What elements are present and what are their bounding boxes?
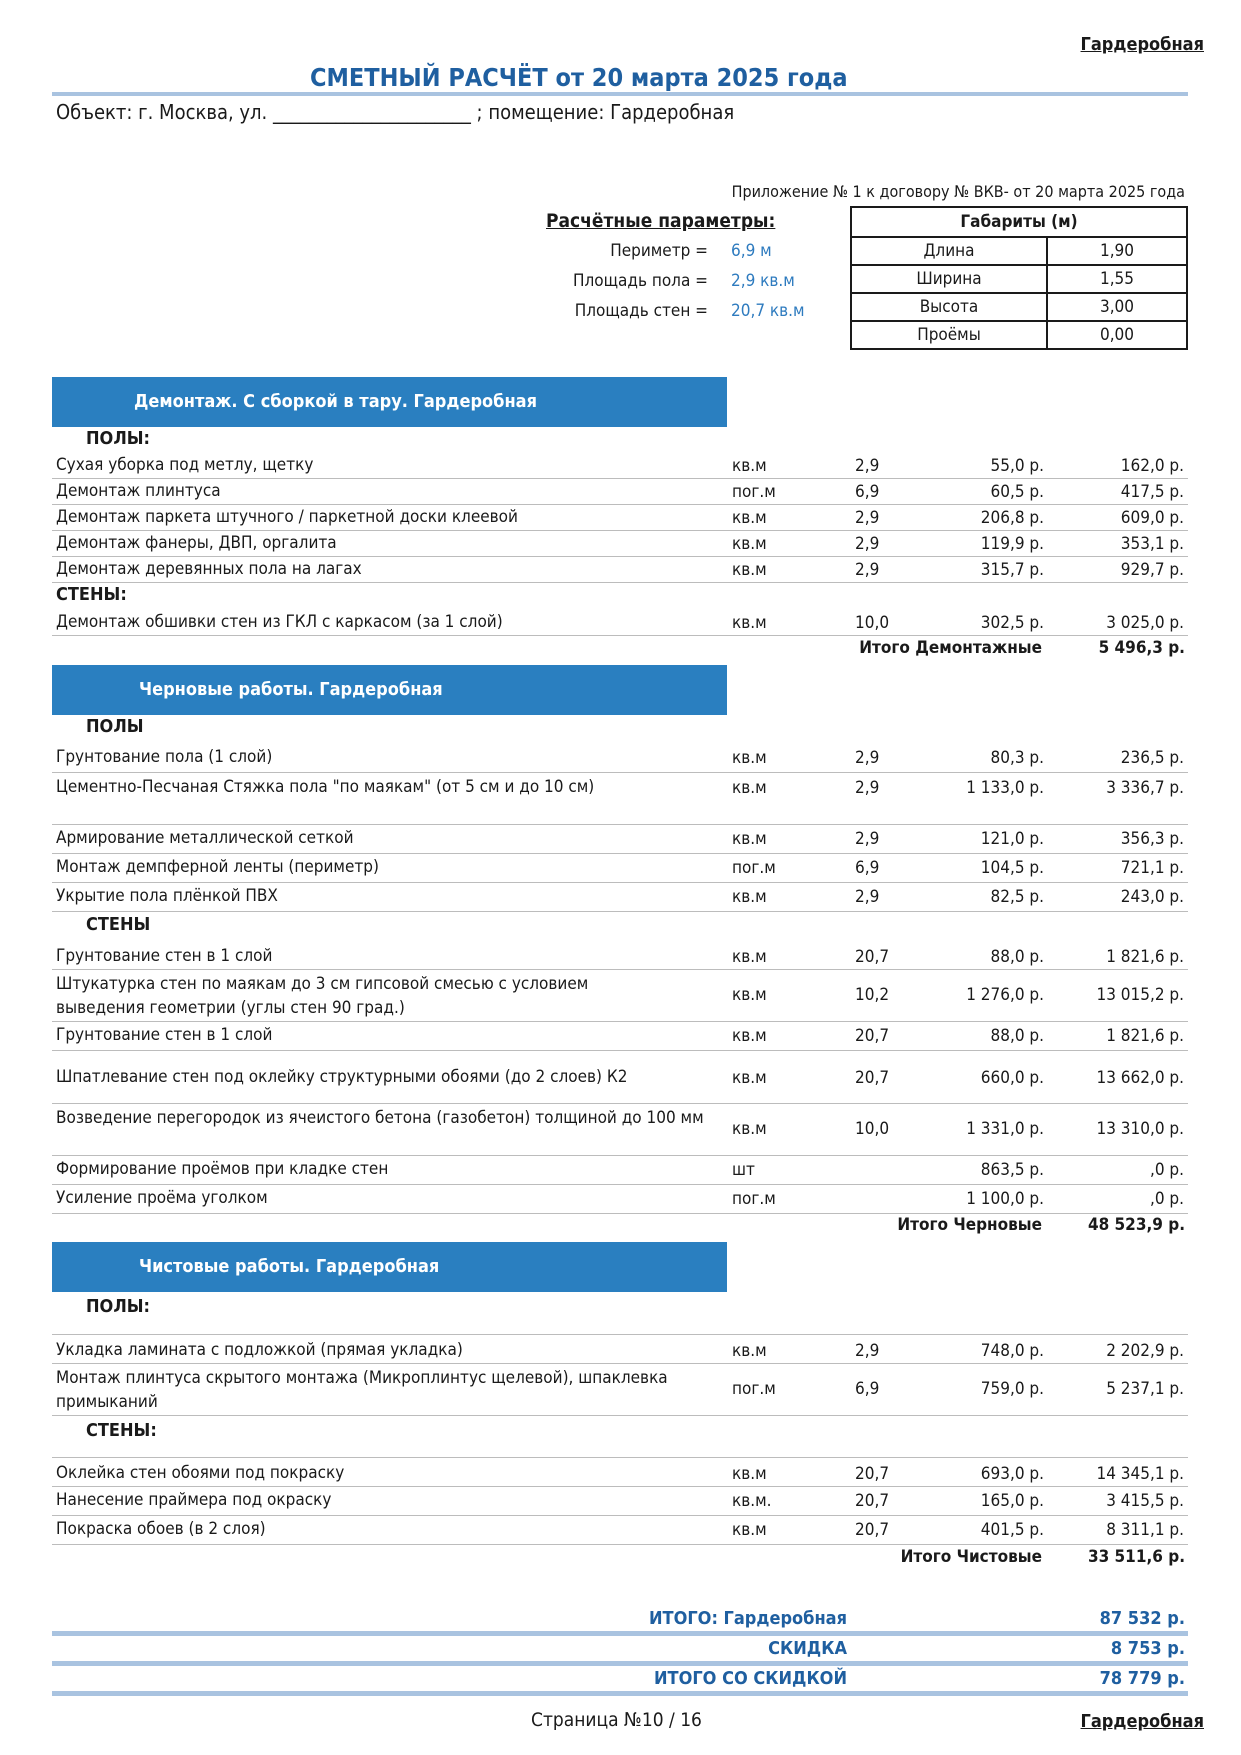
item-name: Усиление проёма уголком xyxy=(56,1188,268,1208)
item-qty: 2,9 xyxy=(855,829,880,849)
item-sum: 243,0 р. xyxy=(1120,887,1184,907)
item-unit: кв.м xyxy=(732,1026,767,1046)
item-sum: ,0 р. xyxy=(1149,1189,1184,1209)
item-price: 88,0 р. xyxy=(990,947,1044,967)
item-name: Грунтование стен в 1 слой xyxy=(56,1025,273,1045)
item-name: Монтаж плинтуса скрытого монтажа (Микроплинтус щелевой), шпаклевка примыканий xyxy=(56,1368,668,1412)
item-unit: кв.м xyxy=(732,1341,767,1361)
item-sum: 417,5 р. xyxy=(1120,482,1184,502)
item-sum: 721,1 р. xyxy=(1120,858,1184,878)
page-title: СМЕТНЫЙ РАСЧЁТ от 20 марта 2025 года xyxy=(310,63,848,92)
item-sum: 356,3 р. xyxy=(1120,829,1184,849)
item-qty: 2,9 xyxy=(855,748,880,768)
group-label-floors: ПОЛЫ: xyxy=(86,428,151,449)
item-sum: 609,0 р. xyxy=(1120,508,1184,528)
item-price: 1 100,0 р. xyxy=(966,1189,1044,1209)
table-row xyxy=(52,557,1188,583)
item-unit: пог.м xyxy=(732,1189,776,1209)
item-price: 80,3 р. xyxy=(990,748,1044,768)
section-header-finishing xyxy=(52,1242,727,1292)
item-qty: 10,0 xyxy=(855,1119,890,1139)
item-sum: 1 821,6 р. xyxy=(1106,1026,1184,1046)
section-header-rough xyxy=(52,665,727,715)
table-row xyxy=(52,1487,1188,1516)
grand-total-value: 87 532 р. xyxy=(1099,1608,1185,1629)
table-row xyxy=(52,479,1188,505)
discounted-total-label: ИТОГО СО СКИДКОЙ xyxy=(653,1668,847,1689)
section-total-label: Итого Черновые xyxy=(897,1215,1042,1235)
section-total-label: Итого Демонтажные xyxy=(859,638,1042,658)
item-name: Возведение перегородок из ячеистого бетона (газобетон) толщиной до 100 мм xyxy=(56,1108,704,1128)
section-header-demolition xyxy=(52,377,727,427)
item-unit: кв.м xyxy=(732,1464,767,1484)
item-unit: кв.м xyxy=(732,1068,767,1088)
table-row xyxy=(52,825,1188,854)
item-qty: 2,9 xyxy=(855,1341,880,1361)
dim-label: Ширина xyxy=(851,265,1047,293)
item-sum: ,0 р. xyxy=(1149,1160,1184,1180)
item-unit: пог.м xyxy=(732,1379,776,1399)
group-label-floors: ПОЛЫ: xyxy=(86,1296,151,1317)
item-unit: кв.м xyxy=(732,534,767,554)
item-unit: кв.м xyxy=(732,613,767,633)
item-unit: кв.м xyxy=(732,508,767,528)
param-value-floor-area: 2,9 кв.м xyxy=(731,271,795,291)
group-label-walls: СТЕНЫ xyxy=(86,914,151,935)
item-price: 104,5 р. xyxy=(980,858,1044,878)
param-label-wall-area: Площадь стен = xyxy=(574,301,708,321)
dim-label: Высота xyxy=(851,293,1047,321)
item-price: 165,0 р. xyxy=(980,1491,1044,1511)
group-label-floors: ПОЛЫ xyxy=(86,716,144,737)
summary-divider xyxy=(52,1691,1188,1696)
item-name: Оклейка стен обоями под покраску xyxy=(56,1463,345,1483)
dim-value: 0,00 xyxy=(1047,321,1187,349)
param-value-perimeter: 6,9 м xyxy=(731,241,772,261)
summary-divider xyxy=(52,1661,1188,1666)
item-qty: 2,9 xyxy=(855,560,880,580)
item-qty: 2,9 xyxy=(855,534,880,554)
appendix-line: Приложение № 1 к договору № ВКВ- от 20 марта 2025 года xyxy=(731,182,1185,201)
item-name: Формирование проёмов при кладке стен xyxy=(56,1159,389,1179)
page-number: Страница №10 / 16 xyxy=(531,1709,702,1731)
table-row xyxy=(52,1335,1188,1364)
item-sum: 353,1 р. xyxy=(1120,534,1184,554)
dim-value: 3,00 xyxy=(1047,293,1187,321)
item-price: 82,5 р. xyxy=(990,887,1044,907)
room-tag-top: Гардеробная xyxy=(1080,34,1204,55)
table-row xyxy=(52,1051,1188,1104)
item-qty: 6,9 xyxy=(855,482,880,502)
item-qty: 6,9 xyxy=(855,858,880,878)
discount-label: СКИДКА xyxy=(768,1638,847,1659)
item-name: Цементно-Песчаная Стяжка пола "по маякам" (от 5 см и до 10 см) xyxy=(56,777,595,797)
item-unit: кв.м xyxy=(732,887,767,907)
item-name: Шпатлевание стен под оклейку структурными обоями (до 2 слоев) К2 xyxy=(56,1067,628,1087)
item-price: 55,0 р. xyxy=(990,456,1044,476)
room-tag-bottom: Гардеробная xyxy=(1080,1711,1204,1732)
item-price: 302,5 р. xyxy=(980,613,1044,633)
item-price: 1 276,0 р. xyxy=(966,985,1044,1005)
table-row xyxy=(52,1516,1188,1545)
table-row xyxy=(52,941,1188,970)
section-total-value: 5 496,3 р. xyxy=(1098,638,1185,658)
item-price: 863,5 р. xyxy=(980,1160,1044,1180)
item-qty: 6,9 xyxy=(855,1379,880,1399)
table-row xyxy=(52,610,1188,636)
item-unit: кв.м xyxy=(732,560,767,580)
section-title: Чистовые работы. Гардеробная xyxy=(139,1256,440,1277)
item-qty: 2,9 xyxy=(855,887,880,907)
item-price: 660,0 р. xyxy=(980,1068,1044,1088)
dim-value: 1,90 xyxy=(1047,237,1187,265)
group-spacer xyxy=(52,1443,1188,1458)
item-sum: 13 310,0 р. xyxy=(1096,1119,1184,1139)
table-row xyxy=(52,1022,1188,1051)
item-name: Демонтаж деревянных пола на лагах xyxy=(56,559,362,579)
table-row xyxy=(52,743,1188,773)
item-qty: 20,7 xyxy=(855,1068,890,1088)
item-unit: кв.м xyxy=(732,456,767,476)
item-price: 206,8 р. xyxy=(980,508,1044,528)
table-row xyxy=(52,1364,1188,1416)
item-name: Штукатурка стен по маякам до 3 см гипсовой смесью с условием выведения геометрии (углы стен 90 град.) xyxy=(56,974,589,1018)
discount-value: 8 753 р. xyxy=(1110,1638,1185,1659)
table-row xyxy=(52,1156,1188,1185)
item-sum: 929,7 р. xyxy=(1120,560,1184,580)
param-label-floor-area: Площадь пола = xyxy=(572,271,708,291)
table-row xyxy=(52,505,1188,531)
item-unit: пог.м xyxy=(732,482,776,502)
item-unit: кв.м xyxy=(732,1520,767,1540)
table-row xyxy=(52,1104,1188,1156)
discounted-total-value: 78 779 р. xyxy=(1099,1668,1185,1689)
item-sum: 14 345,1 р. xyxy=(1096,1464,1184,1484)
item-name: Демонтаж фанеры, ДВП, оргалита xyxy=(56,533,337,553)
table-row xyxy=(52,1185,1188,1214)
item-name: Нанесение праймера под окраску xyxy=(56,1490,332,1510)
item-sum: 13 662,0 р. xyxy=(1096,1068,1184,1088)
item-price: 119,9 р. xyxy=(980,534,1044,554)
grand-total-label: ИТОГО: Гардеробная xyxy=(649,1608,847,1629)
section-title: Демонтаж. С сборкой в тару. Гардеробная xyxy=(134,391,537,412)
item-qty: 20,7 xyxy=(855,1520,890,1540)
item-name: Грунтование стен в 1 слой xyxy=(56,946,273,966)
item-sum: 5 237,1 р. xyxy=(1106,1379,1184,1399)
item-name: Монтаж демпферной ленты (периметр) xyxy=(56,857,379,877)
item-unit: кв.м xyxy=(732,985,767,1005)
table-row xyxy=(52,970,1188,1022)
item-qty: 20,7 xyxy=(855,1026,890,1046)
item-sum: 8 311,1 р. xyxy=(1106,1520,1184,1540)
section-total-value: 33 511,6 р. xyxy=(1087,1547,1185,1567)
item-unit: кв.м xyxy=(732,778,767,798)
item-unit: кв.м. xyxy=(732,1491,772,1511)
item-qty: 20,7 xyxy=(855,1491,890,1511)
item-price: 1 331,0 р. xyxy=(966,1119,1044,1139)
item-name: Демонтаж паркета штучного / паркетной доски клеевой xyxy=(56,507,518,527)
item-sum: 236,5 р. xyxy=(1120,748,1184,768)
table-row xyxy=(52,531,1188,557)
title-divider xyxy=(52,92,1188,96)
dimensions-table xyxy=(850,206,1188,350)
item-name: Демонтаж обшивки стен из ГКЛ с каркасом (за 1 слой) xyxy=(56,612,503,632)
group-label-walls: СТЕНЫ: xyxy=(86,1420,157,1441)
dimensions-heading: Габариты (м) xyxy=(851,207,1187,237)
table-row xyxy=(52,453,1188,479)
item-price: 88,0 р. xyxy=(990,1026,1044,1046)
item-name: Армирование металлической сеткой xyxy=(56,828,354,848)
item-price: 60,5 р. xyxy=(990,482,1044,502)
item-sum: 162,0 р. xyxy=(1120,456,1184,476)
item-sum: 3 336,7 р. xyxy=(1106,778,1184,798)
item-qty: 20,7 xyxy=(855,1464,890,1484)
table-row xyxy=(52,854,1188,883)
item-price: 759,0 р. xyxy=(980,1379,1044,1399)
item-unit: кв.м xyxy=(732,1119,767,1139)
item-name: Сухая уборка под метлу, щетку xyxy=(56,455,314,475)
item-sum: 13 015,2 р. xyxy=(1096,985,1184,1005)
table-row xyxy=(52,773,1188,825)
item-unit: пог.м xyxy=(732,858,776,878)
item-name: Демонтаж плинтуса xyxy=(56,481,221,501)
section-title: Черновые работы. Гардеробная xyxy=(139,679,443,700)
summary-divider xyxy=(52,1631,1188,1636)
item-price: 401,5 р. xyxy=(980,1520,1044,1540)
item-name: Грунтование пола (1 слой) xyxy=(56,747,273,767)
table-row xyxy=(52,883,1188,912)
item-qty: 10,0 xyxy=(855,613,890,633)
item-qty: 2,9 xyxy=(855,508,880,528)
item-sum: 1 821,6 р. xyxy=(1106,947,1184,967)
section-total-label: Итого Чистовые xyxy=(900,1547,1042,1567)
item-unit: кв.м xyxy=(732,829,767,849)
item-price: 748,0 р. xyxy=(980,1341,1044,1361)
group-spacer xyxy=(52,1320,1188,1335)
item-price: 693,0 р. xyxy=(980,1464,1044,1484)
item-qty: 10,2 xyxy=(855,985,890,1005)
item-price: 121,0 р. xyxy=(980,829,1044,849)
param-value-wall-area: 20,7 кв.м xyxy=(731,301,805,321)
item-sum: 3 025,0 р. xyxy=(1106,613,1184,633)
item-price: 315,7 р. xyxy=(980,560,1044,580)
params-heading: Расчётные параметры: xyxy=(546,210,776,232)
item-name: Укрытие пола плёнкой ПВХ xyxy=(56,886,278,906)
item-sum: 2 202,9 р. xyxy=(1106,1341,1184,1361)
param-label-perimeter: Периметр = xyxy=(610,241,708,261)
item-qty: 2,9 xyxy=(855,456,880,476)
table-row xyxy=(52,1458,1188,1487)
item-price: 1 133,0 р. xyxy=(966,778,1044,798)
item-qty: 20,7 xyxy=(855,947,890,967)
item-name: Укладка ламината с подложкой (прямая укладка) xyxy=(56,1340,463,1360)
item-qty: 2,9 xyxy=(855,778,880,798)
dim-label: Длина xyxy=(851,237,1047,265)
item-sum: 3 415,5 р. xyxy=(1106,1491,1184,1511)
section-total-value: 48 523,9 р. xyxy=(1087,1215,1185,1235)
dim-label: Проёмы xyxy=(851,321,1047,349)
item-unit: кв.м xyxy=(732,947,767,967)
item-name: Покраска обоев (в 2 слоя) xyxy=(56,1519,266,1539)
group-label-walls: СТЕНЫ: xyxy=(56,584,127,605)
item-unit: шт xyxy=(732,1160,755,1180)
dim-value: 1,55 xyxy=(1047,265,1187,293)
item-unit: кв.м xyxy=(732,748,767,768)
object-line: Объект: г. Москва, ул. ______________________ ; помещение: Гардеробная xyxy=(56,100,735,124)
